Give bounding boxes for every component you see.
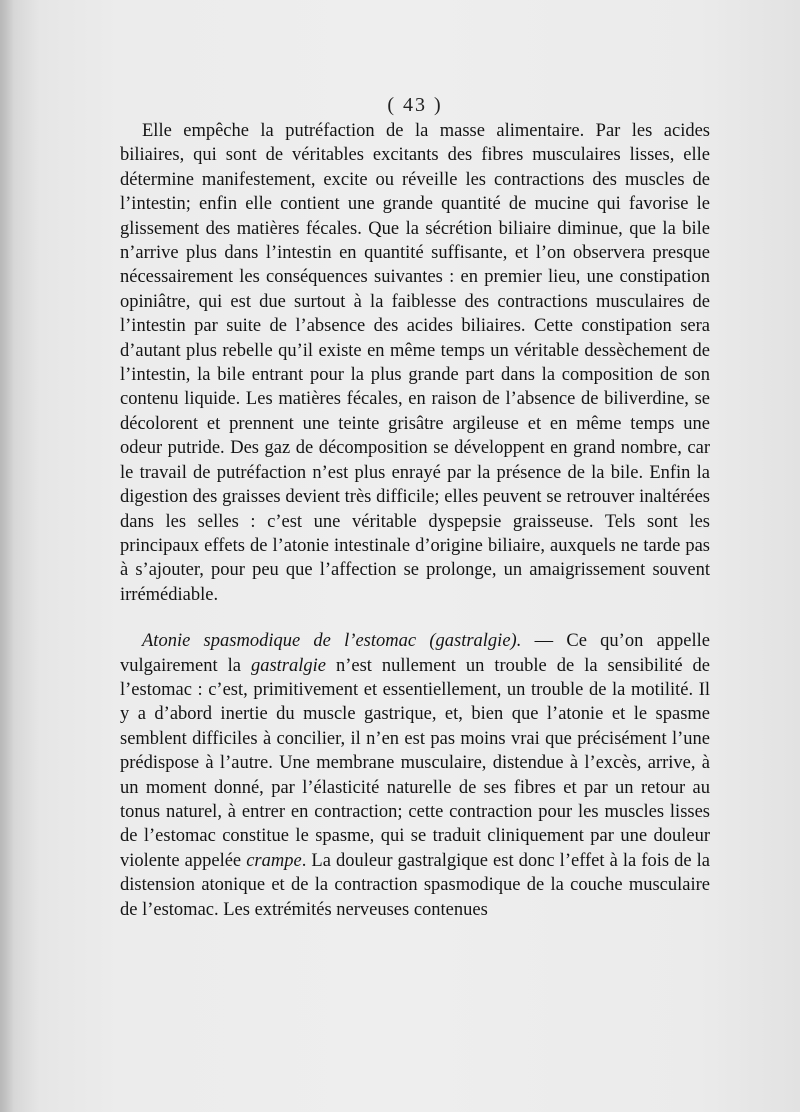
paragraph-gastralgia bbox=[120, 629, 710, 922]
paragraph-bile-effects: Elle empêche la putréfaction de la masse alimentaire. Par les acides biliaires, qui sont de véritables excitants des fibres musculaires lisses, elle détermine manifestement, excite ou réveille les contractions des muscles de l’intestin; enfin elle contient une grande quantité de mucine qui favorise le glissement des matières fécales. Que la sécrétion biliaire diminue, que la bile n’arrive plus dans l’intestin en quantité suffisante, et l’on observera presque nécessairement les conséquences suivantes : en premier lieu, une constipation opiniâtre, qui est due surtout à la faiblesse des contractions musculaires de l’intestin par suite de l’absence des acides biliaires. Cette constipation sera d’autant plus rebelle qu’il existe en même temps un véritable dessèchement de l’intestin, la bile entrant pour la plus grande part dans la composition de son contenu liquide. Les matières fécales, en raison de l’absence de biliverdine, se décolorent et prennent une teinte grisâtre argileuse et en même temps une odeur putride. Des gaz de décomposition se développent en grand nombre, car le travail de putréfaction n’est plus enrayé par la présence de la bile. Enfin la digestion des graisses devient très difficile; elles peuvent se retrouver inaltérées dans les selles : c’est une véritable dyspepsie graisseuse. Tels sont les principaux effets de l’atonie intestinale d’origine biliaire, auxquels ne tarde pas à s’ajouter, pour peu que l’affection se prolonge, un amaigrissement souvent irrémédiable. bbox=[120, 121, 710, 605]
paragraph-text-c: . La douleur gastralgique est donc l’effet à la fois de la distension atonique et de la contraction spasmodique de la couche musculaire de l’estomac. Les extrémités nerveuses contenues bbox=[120, 850, 710, 920]
page-number: ( 43 ) bbox=[387, 94, 443, 116]
paragraph-text-a: — Ce qu’on appelle vulgairement la bbox=[120, 631, 711, 676]
emphasis-gastralgie: gastralgie bbox=[250, 655, 326, 676]
paragraph-text-b: n’est nullement un trouble de la sensibilité de l’estomac : c’est, primitivement et essentiellement, un trouble de la motilité. Il y a d’abord inertie du muscle gastrique, et, bien que l’atonie et le spasme semblent difficiles à concilier, il n’en est pas moins vrai que précisément l’une prédispose à l’autre. Une membrane musculaire, distendue à l’excès, arrive, à un moment donné, par l’élasticité naturelle de ses fibres et par un retour au tonus naturel, à entrer en contraction; cette contraction pour les muscles lisses de l’estomac constitue le spasme, qui se traduit cliniquement par une douleur violente appelée bbox=[120, 655, 710, 871]
section-heading: Atonie spasmodique de l’estomac (gastralgie). bbox=[142, 631, 522, 652]
emphasis-crampe: crampe bbox=[246, 850, 302, 871]
page-gutter-shadow bbox=[0, 0, 14, 1112]
body-text bbox=[120, 119, 710, 922]
